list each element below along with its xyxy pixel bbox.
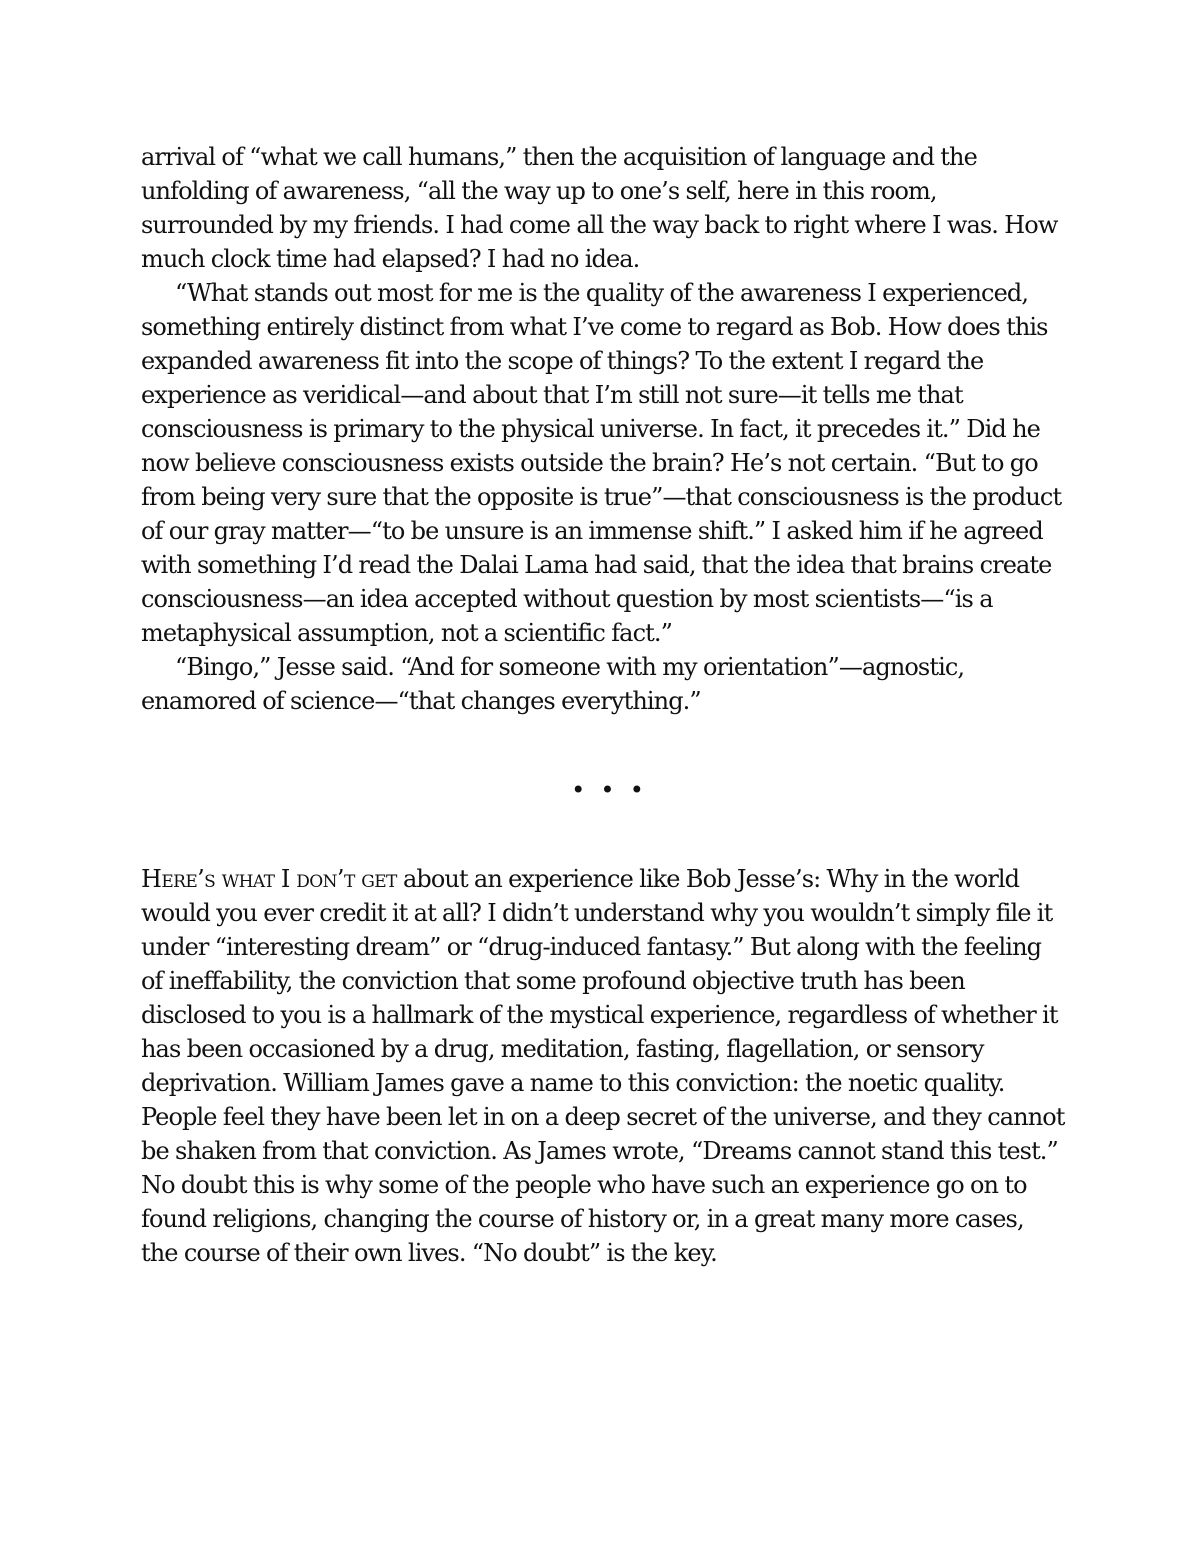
paragraph-body: about an experience like Bob Jesse’s: Why in the world would you ever credit it at all? I didn’t understand why you wouldn’t simply file it under “interesting dream” or “drug-induced fantasy.” But along with the feeling of ineffability, the conviction that some profound objective truth has been disclosed to you is a hallmark of the mystical experience, regardless of whether it has been occasioned by a drug, meditation, fasting, flagellation, or sensory deprivation. William James gave a name to this conviction: the noetic quality. People feel they have been let in on a deep secret of the universe, and they cannot be shaken from that conviction. As James wrote, “Dreams cannot stand this test.” No doubt this is why some of the people who have such an experience go on to found religions, changing the course of history or, in a great many more cases, the course of their own lives. “No doubt” is the key. [141,865,1065,1267]
paragraph: arrival of “what we call humans,” then the acquisition of language and the unfolding of awareness, “all the way up to one’s self, here in this room, surrounded by my friends. I had come all the way back to right where I was. How much clock time had elapsed? I had no idea. [141,143,1058,273]
paragraph [141,862,1066,1270]
document-page [141,140,1066,1270]
section-separator: • • • [571,776,648,804]
paragraph: “What stands out most for me is the quality of the awareness I experienced, something entirely distinct from what I’ve come to regard as Bob. How does this expanded awareness fit into the scope of things? To the extent I regard the experience as veridical—and about that I’m still not sure—it tells me that consciousness is primary to the physical universe. In fact, it precedes it.” Did he now believe consciousness exists outside the brain? He’s not certain. “But to go from being very sure that the opposite is true”—that consciousness is the product of our gray matter—“to be unsure is an immense shift.” I asked him if he agreed with something I’d read the Dalai Lama had said, that the idea that brains create consciousness—an idea accepted without question by most scientists—“is a metaphysical assumption, not a scientific fact.” [141,279,1062,647]
paragraph: “Bingo,” Jesse said. “And for someone with my orientation”—agnostic, enamored of science—“that changes everything.” [141,653,965,715]
paragraph-lead-in: Here’s what I don’t get [141,865,397,893]
